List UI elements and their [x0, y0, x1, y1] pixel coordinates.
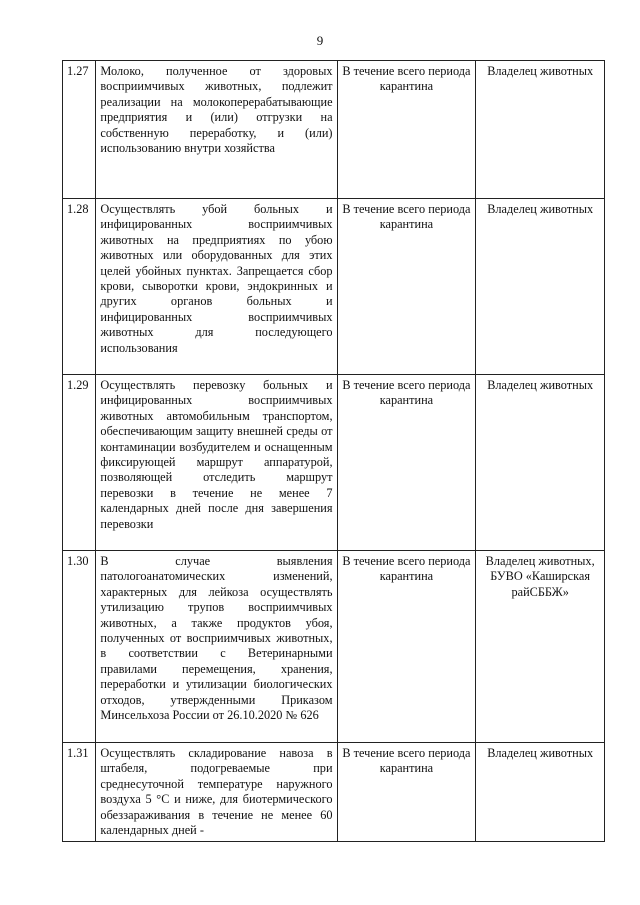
- measure-description: Молоко, полученное от здоровых восприимчивых животных, подлежит реализации на молокоперерабатывающие предприятия и (или) отгрузки на собственную переработку, и (или) использованию внутри хозяйства: [96, 61, 337, 199]
- measure-responsible: Владелец животных: [476, 61, 605, 199]
- item-number: 1.30: [63, 551, 96, 743]
- measure-description: В случае выявления патологоанатомических изменений, характерных для лейкоза осуществлять утилизацию трупов восприимчивых животных, а также продуктов убоя, полученных от восприимчивых животных, в соответствии с Ветеринарными правилами перемещения, хранения, переработки и утилизации биологических отходов, утвержденными Приказом Минсельхоза России от 26.10.2020 № 626: [96, 551, 337, 743]
- measure-responsible: Владелец животных: [476, 199, 605, 375]
- measures-table: [62, 60, 605, 842]
- item-number: 1.29: [63, 375, 96, 551]
- table-row: [63, 199, 605, 375]
- page-number: 9: [316, 33, 324, 48]
- measure-description: Осуществлять складирование навоза в штабеля, подогреваемые при среднесуточной температуре наружного воздуха 5 °С и ниже, для биотермического обеззараживания в течение не менее 60 календарных дней -: [96, 743, 337, 842]
- measure-term: В течение всего периода карантина: [337, 743, 476, 842]
- measure-term: В течение всего периода карантина: [337, 551, 476, 743]
- table-row: [63, 551, 605, 743]
- item-number: 1.31: [63, 743, 96, 842]
- measure-description: Осуществлять убой больных и инфицированных восприимчивых животных на предприятиях по убою животных или оборудованных для этих целей убойных пунктах. Запрещается сбор крови, сыворотки крови, эндокринных и других органов больных и инфицированных восприимчивых животных для последующего использования: [96, 199, 337, 375]
- measure-term: В течение всего периода карантина: [337, 375, 476, 551]
- table-row: [63, 743, 605, 842]
- table-row: [63, 61, 605, 199]
- measure-responsible: Владелец животных: [476, 375, 605, 551]
- item-number: 1.28: [63, 199, 96, 375]
- measure-term: В течение всего периода карантина: [337, 199, 476, 375]
- table-row: [63, 375, 605, 551]
- measure-term: В течение всего периода карантина: [337, 61, 476, 199]
- measure-responsible: Владелец животных, БУВО «Каширская райСББЖ»: [476, 551, 605, 743]
- item-number: 1.27: [63, 61, 96, 199]
- measure-description: Осуществлять перевозку больных и инфицированных восприимчивых животных автомобильным транспортом, обеспечивающим защиту внешней среды от контаминации возбудителем и оснащенным фиксирующей маршрут аппаратурой, позволяющей отследить маршрут перевозки в течение не менее 7 календарных дней после дня завершения перевозки: [96, 375, 337, 551]
- measure-responsible: Владелец животных: [476, 743, 605, 842]
